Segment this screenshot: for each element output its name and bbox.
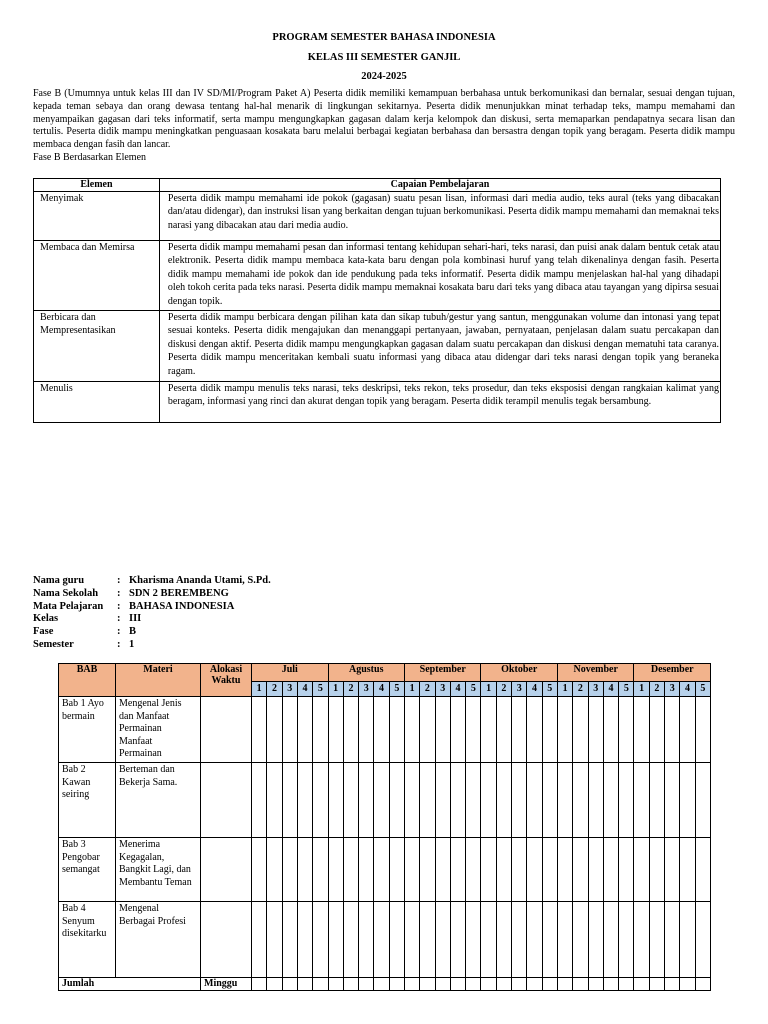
chapter-cell: Bab 3 Pengobar semangat	[59, 837, 116, 901]
week-cell	[512, 697, 527, 763]
week-cell	[313, 762, 328, 837]
week-cell	[512, 901, 527, 977]
week-number: 3	[512, 682, 527, 697]
week-number: 5	[313, 682, 328, 697]
month-header: September	[404, 664, 480, 682]
week-cell	[634, 697, 649, 763]
week-cell	[527, 697, 542, 763]
week-cell	[252, 837, 267, 901]
week-number: 2	[573, 682, 588, 697]
element-description: Peserta didik mampu memahami pesan dan informasi tentang kehidupan sehari-hari, teks narasi, dan puisi anak dalam bentuk cetak atau elektronik. Peserta didik mampu membaca kata-kata baru dengan pola kombinasi huruf yang telah dikenalinya dengan fasih. Peserta didik mampu memahami ide pokok dan ide pendukung pada teks informatif. Peserta didik mampu menjelaskan hal-hal yang dihadapi oleh tokoh cerita pada teks narasi. Peserta didik mampu memaknai kosakata baru dari teks yang dibaca atau tayangan yang dipirsa sesuai dengan topik.	[159, 241, 720, 311]
week-cell	[634, 977, 649, 990]
month-header: Desember	[634, 664, 711, 682]
month-header: November	[557, 664, 634, 682]
document-year: 2024-2025	[361, 71, 407, 82]
week-cell	[435, 977, 450, 990]
info-colon: :	[117, 600, 121, 612]
table-row	[34, 241, 721, 311]
week-cell	[328, 837, 343, 901]
week-cell	[313, 977, 328, 990]
document-subtitle: KELAS III SEMESTER GANJIL	[307, 52, 461, 63]
info-colon: :	[117, 575, 121, 586]
month-header: Oktober	[481, 664, 557, 682]
week-number: 5	[389, 682, 404, 697]
info-label: Nama guru	[33, 575, 85, 586]
week-cell	[450, 901, 465, 977]
week-cell	[359, 837, 374, 901]
info-value: Kharisma Ananda Utami, S.Pd.	[129, 575, 271, 586]
week-cell	[389, 762, 404, 837]
week-cell	[435, 762, 450, 837]
week-number: 3	[665, 682, 680, 697]
week-number: 2	[496, 682, 511, 697]
week-number: 3	[359, 682, 374, 697]
week-cell	[588, 697, 603, 763]
week-number: 2	[649, 682, 664, 697]
week-cell	[649, 762, 664, 837]
week-cell	[420, 697, 435, 763]
week-cell	[542, 901, 557, 977]
header-bab: BAB	[59, 664, 116, 697]
week-cell	[420, 837, 435, 901]
total-label: Jumlah	[59, 977, 201, 990]
week-cell	[665, 977, 680, 990]
week-number: 1	[634, 682, 649, 697]
week-cell	[267, 837, 282, 901]
info-value: B	[129, 626, 137, 638]
week-cell	[313, 697, 328, 763]
week-cell	[619, 837, 634, 901]
week-cell	[282, 901, 297, 977]
intro-section	[33, 88, 735, 165]
week-cell	[619, 977, 634, 990]
allocation-cell	[201, 901, 252, 977]
week-cell	[343, 901, 358, 977]
material-cell: Mengenal Berbagai Profesi	[116, 901, 201, 977]
week-cell	[680, 977, 695, 990]
week-number: 4	[374, 682, 389, 697]
week-cell	[420, 762, 435, 837]
info-value: 1	[129, 638, 135, 650]
week-cell	[374, 762, 389, 837]
week-cell	[450, 837, 465, 901]
document-title: PROGRAM SEMESTER BAHASA INDONESIA	[272, 32, 496, 43]
header-element: Elemen	[34, 179, 160, 192]
schedule-header-row	[59, 664, 711, 682]
info-row	[33, 639, 271, 652]
week-cell	[389, 697, 404, 763]
info-label: Fase	[33, 626, 54, 638]
week-cell	[404, 837, 419, 901]
week-cell	[374, 901, 389, 977]
week-cell	[649, 837, 664, 901]
week-cell	[389, 837, 404, 901]
week-cell	[527, 977, 542, 990]
week-cell	[389, 977, 404, 990]
schedule-row	[59, 697, 711, 763]
week-cell	[603, 697, 618, 763]
material-cell: Mengenal Jenis dan Manfaat Permainan Manfaat Permainan	[116, 697, 201, 763]
week-cell	[557, 762, 572, 837]
schedule-row	[59, 837, 711, 901]
week-cell	[450, 977, 465, 990]
week-cell	[496, 837, 511, 901]
week-cell	[619, 762, 634, 837]
header-materi: Materi	[116, 664, 201, 697]
week-cell	[588, 977, 603, 990]
week-cell	[435, 837, 450, 901]
week-cell	[466, 762, 481, 837]
week-cell	[343, 697, 358, 763]
week-cell	[328, 901, 343, 977]
week-cell	[450, 762, 465, 837]
week-number: 4	[603, 682, 618, 697]
week-cell	[252, 977, 267, 990]
week-cell	[420, 977, 435, 990]
week-cell	[297, 697, 312, 763]
week-cell	[665, 762, 680, 837]
week-cell	[450, 697, 465, 763]
week-number: 5	[542, 682, 557, 697]
month-header: Juli	[252, 664, 329, 682]
week-number: 2	[420, 682, 435, 697]
week-number: 2	[343, 682, 358, 697]
allocation-cell	[201, 837, 252, 901]
week-cell	[282, 762, 297, 837]
week-number: 1	[328, 682, 343, 697]
week-cell	[328, 762, 343, 837]
week-cell	[649, 901, 664, 977]
week-cell	[252, 697, 267, 763]
week-cell	[267, 762, 282, 837]
table-header-row	[34, 179, 721, 192]
week-number: 1	[481, 682, 496, 697]
week-cell	[649, 977, 664, 990]
week-cell	[542, 837, 557, 901]
week-cell	[542, 762, 557, 837]
week-cell	[603, 762, 618, 837]
week-cell	[282, 697, 297, 763]
header-alokasi: Alokasi Waktu	[201, 664, 252, 697]
week-cell	[313, 837, 328, 901]
week-cell	[695, 901, 710, 977]
week-cell	[619, 901, 634, 977]
week-cell	[267, 901, 282, 977]
week-cell	[649, 697, 664, 763]
week-cell	[496, 762, 511, 837]
week-cell	[435, 901, 450, 977]
week-cell	[343, 977, 358, 990]
week-number: 4	[680, 682, 695, 697]
week-cell	[267, 977, 282, 990]
info-label: Semester	[33, 638, 74, 650]
week-cell	[374, 697, 389, 763]
info-row	[33, 588, 271, 601]
allocation-cell	[201, 697, 252, 763]
intro-subheading: Fase B Berdasarkan Elemen	[33, 151, 147, 163]
chapter-cell: Bab 4 Senyum disekitarku	[59, 901, 116, 977]
element-name: Berbicara dan Mempresentasikan	[34, 311, 160, 382]
week-cell	[542, 977, 557, 990]
week-cell	[680, 901, 695, 977]
week-cell	[496, 901, 511, 977]
info-row	[33, 613, 271, 626]
week-cell	[665, 901, 680, 977]
week-cell	[588, 762, 603, 837]
week-cell	[695, 977, 710, 990]
week-cell	[695, 837, 710, 901]
week-cell	[512, 837, 527, 901]
week-cell	[527, 837, 542, 901]
week-cell	[557, 837, 572, 901]
week-cell	[466, 901, 481, 977]
week-cell	[267, 697, 282, 763]
week-cell	[573, 977, 588, 990]
material-cell: Menerima Kegagalan, Bangkit Lagi, dan Membantu Teman	[116, 837, 201, 901]
schedule-row	[59, 762, 711, 837]
week-cell	[680, 762, 695, 837]
week-cell	[404, 977, 419, 990]
week-cell	[466, 977, 481, 990]
info-label: Mata Pelajaran	[33, 600, 104, 612]
semester-schedule-table	[58, 663, 711, 991]
week-cell	[313, 901, 328, 977]
teacher-info	[33, 575, 271, 652]
week-cell	[557, 697, 572, 763]
week-cell	[466, 837, 481, 901]
week-cell	[252, 901, 267, 977]
info-colon: :	[117, 626, 121, 638]
element-description: Peserta didik mampu menulis teks narasi, teks deskripsi, teks rekon, teks prosedur, dan teks eksposisi dengan rangkaian kalimat yang beragam, informasi yang rinci dan akurat dengan topik yang beragam. Peserta didik terampil menulis tegak bersambung.	[159, 382, 720, 423]
week-number: 5	[466, 682, 481, 697]
week-number: 4	[297, 682, 312, 697]
element-description: Peserta didik mampu berbicara dengan pilihan kata dan sikap tubuh/gestur yang santun, menggunakan volume dan intonasi yang tepat sesuai konteks. Peserta didik mengajukan dan menanggapi pertanyaan, jawaban, pernyataan, penjelasan dalam suatu percakapan dan diskusi dengan aktif. Peserta didik mampu mengungkapkan gagasan dalam suatu percakapan dan diskusi dengan mematuhi tata caranya. Peserta didik mampu menceritakan kembali suatu informasi yang dibaca atau didengar dari teks narasi dengan topik yang beraneka ragam.	[159, 311, 720, 382]
week-cell	[359, 762, 374, 837]
week-cell	[343, 837, 358, 901]
chapter-cell: Bab 1 Ayo bermain	[59, 697, 116, 763]
info-row	[33, 575, 271, 588]
week-cell	[343, 762, 358, 837]
week-cell	[496, 977, 511, 990]
week-cell	[404, 901, 419, 977]
chapter-cell: Bab 2 Kawan seiring	[59, 762, 116, 837]
week-cell	[297, 901, 312, 977]
week-cell	[466, 697, 481, 763]
week-cell	[557, 977, 572, 990]
info-value: III	[129, 613, 142, 625]
week-number: 4	[527, 682, 542, 697]
intro-paragraph: Fase B (Umumnya untuk kelas III dan IV SD/MI/Program Paket A) Peserta didik memiliki kemampuan berbahasa untuk berkomunikasi dan bernalar, sesuai dengan tujuan, kepada teman sebaya dan orang dewasa tentang hal-hal menarik di lingkungan sekitarnya. Peserta didik menunjukkan minat terhadap teks, mampu memahami dan menyampaikan gagasan dari teks informatif, serta mampu mengungkapkan gagasan dalam kerja kelompok dan diskusi, serta memaparkan pendapatnya secara lisan dan tertulis. Peserta didik mampu meningkatkan penguasaan kosakata baru melalui berbagai kegiatan berbahasa dan bersastra dengan topik yang beragam. Peserta didik mampu membaca dengan fasih dan lancar.	[33, 88, 735, 151]
week-cell	[695, 697, 710, 763]
allocation-cell	[201, 762, 252, 837]
learning-outcomes-table	[33, 178, 721, 423]
info-label: Kelas	[33, 613, 59, 625]
week-cell	[527, 762, 542, 837]
week-cell	[603, 837, 618, 901]
week-cell	[404, 762, 419, 837]
element-description: Peserta didik mampu memahami ide pokok (gagasan) suatu pesan lisan, informasi dari media audio, teks aural (teks yang dibacakan dan/atau didengar), dan instruksi lisan yang berkaitan dengan tujuan berkomunikasi. Peserta didik mampu memahami dan memaknai teks narasi yang dibacakan atau dari media audio.	[159, 192, 720, 241]
week-number: 1	[557, 682, 572, 697]
week-cell	[359, 697, 374, 763]
week-cell	[573, 837, 588, 901]
week-cell	[481, 697, 496, 763]
week-cell	[680, 697, 695, 763]
week-number: 1	[404, 682, 419, 697]
week-cell	[603, 977, 618, 990]
info-colon: :	[117, 587, 121, 599]
week-cell	[573, 901, 588, 977]
week-cell	[634, 762, 649, 837]
week-cell	[359, 901, 374, 977]
week-number: 3	[588, 682, 603, 697]
week-cell	[374, 837, 389, 901]
week-cell	[588, 837, 603, 901]
week-cell	[297, 762, 312, 837]
table-row	[34, 192, 721, 241]
week-cell	[404, 697, 419, 763]
week-number: 3	[435, 682, 450, 697]
element-name: Membaca dan Memirsa	[34, 241, 160, 311]
info-value: SDN 2 BEREMBENG	[129, 587, 229, 599]
week-cell	[481, 901, 496, 977]
info-row	[33, 601, 271, 614]
week-cell	[588, 901, 603, 977]
element-name: Menulis	[34, 382, 160, 423]
week-cell	[603, 901, 618, 977]
week-number: 5	[695, 682, 710, 697]
week-cell	[573, 762, 588, 837]
week-cell	[420, 901, 435, 977]
week-cell	[557, 901, 572, 977]
week-cell	[328, 977, 343, 990]
week-cell	[374, 977, 389, 990]
week-cell	[527, 901, 542, 977]
table-row	[34, 382, 721, 423]
week-cell	[282, 837, 297, 901]
total-unit: Minggu	[201, 977, 252, 990]
week-cell	[573, 697, 588, 763]
week-cell	[297, 837, 312, 901]
week-number: 5	[619, 682, 634, 697]
week-cell	[389, 901, 404, 977]
week-cell	[680, 837, 695, 901]
week-cell	[665, 837, 680, 901]
header-achievement: Capaian Pembelajaran	[159, 179, 720, 192]
week-number: 1	[252, 682, 267, 697]
week-cell	[328, 697, 343, 763]
week-cell	[359, 977, 374, 990]
week-number: 4	[450, 682, 465, 697]
table-row	[34, 311, 721, 382]
info-colon: :	[117, 613, 121, 625]
info-colon: :	[117, 638, 121, 650]
week-cell	[665, 697, 680, 763]
material-cell: Berteman dan Bekerja Sama.	[116, 762, 201, 837]
week-cell	[634, 837, 649, 901]
element-name: Menyimak	[34, 192, 160, 241]
info-row	[33, 626, 271, 639]
week-cell	[481, 977, 496, 990]
week-number: 2	[267, 682, 282, 697]
info-label: Nama Sekolah	[33, 587, 99, 599]
week-cell	[695, 762, 710, 837]
week-cell	[512, 977, 527, 990]
week-cell	[252, 762, 267, 837]
week-cell	[542, 697, 557, 763]
week-cell	[297, 977, 312, 990]
week-cell	[282, 977, 297, 990]
week-cell	[481, 762, 496, 837]
week-cell	[619, 697, 634, 763]
week-number: 3	[282, 682, 297, 697]
week-cell	[496, 697, 511, 763]
week-cell	[634, 901, 649, 977]
week-cell	[512, 762, 527, 837]
week-cell	[481, 837, 496, 901]
week-cell	[435, 697, 450, 763]
schedule-footer-row	[59, 977, 711, 990]
info-value: BAHASA INDONESIA	[129, 600, 235, 612]
month-header: Agustus	[328, 664, 404, 682]
schedule-row	[59, 901, 711, 977]
